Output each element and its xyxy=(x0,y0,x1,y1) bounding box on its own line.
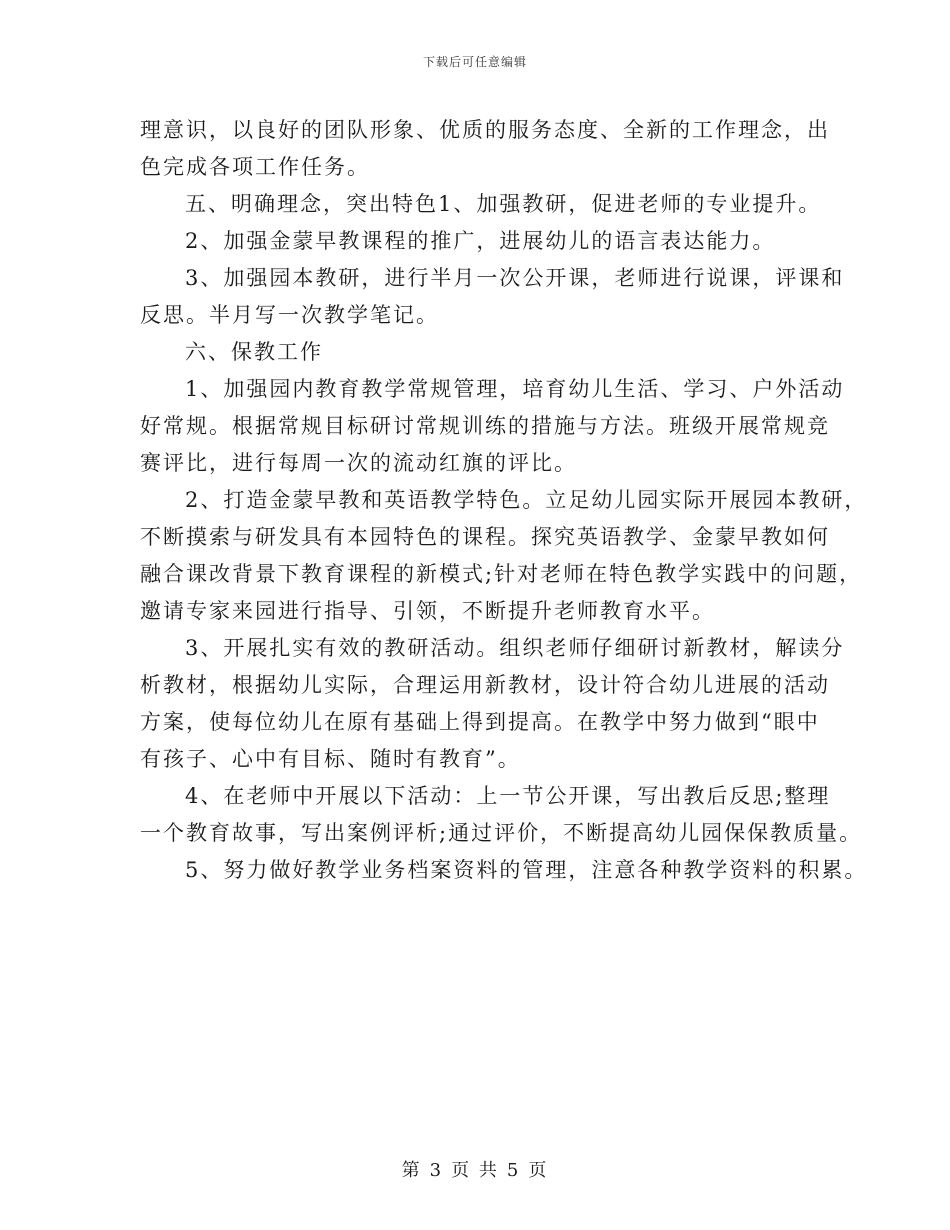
text-line: 3、开展扎实有效的教研活动。组织老师仔细研讨新教材，解读分 xyxy=(185,636,845,660)
text-line: 5、努力做好教学业务档案资料的管理，注意各种教学资料的积累。 xyxy=(185,858,868,882)
text-line: 2、打造金蒙早教和英语教学特色。立足幼儿园实际开展园本教研， xyxy=(185,488,868,512)
page-footer xyxy=(0,1156,950,1182)
page-header: 下载后可任意编辑 xyxy=(422,55,527,69)
section-heading-6: 六、保教工作 xyxy=(185,340,323,364)
text-line: 析教材，根据幼儿实际，合理运用新教材，设计符合幼儿进展的活动 xyxy=(140,673,830,697)
text-line: 2、加强金蒙早教课程的推广，进展幼儿的语言表达能力。 xyxy=(185,229,776,253)
text-line: 4、在老师中开展以下活动：上一节公开课，写出教后反思;整理 xyxy=(185,784,831,808)
footer-middle: 页 共 xyxy=(451,1160,499,1181)
text-line: 好常规。根据常规目标研讨常规训练的措施与方法。班级开展常规竞 xyxy=(140,414,830,438)
text-line: 有孩子、心中有目标、随时有教育”。 xyxy=(140,747,521,771)
total-page-number: 5 xyxy=(506,1160,521,1181)
text-line: 反思。半月写一次教学笔记。 xyxy=(140,303,439,327)
text-line: 理意识，以良好的团队形象、优质的服务态度、全新的工作理念，出 xyxy=(140,118,830,142)
section-heading-5: 五、明确理念，突出特色1、加强教研，促进老师的专业提升。 xyxy=(185,192,822,216)
text-line: 邀请专家来园进行指导、引领，不断提升老师教育水平。 xyxy=(140,599,715,623)
text-line: 赛评比，进行每周一次的流动红旗的评比。 xyxy=(140,451,577,475)
text-line: 方案，使每位幼儿在原有基础上得到提高。在教学中努力做到“眼中 xyxy=(140,710,820,734)
document-body xyxy=(140,112,868,889)
current-page-number: 3 xyxy=(429,1160,444,1181)
text-line: 融合课改背景下教育课程的新模式;针对老师在特色教学实践中的问题， xyxy=(140,562,863,586)
footer-suffix: 页 xyxy=(528,1160,549,1181)
text-line: 不断摸索与研发具有本园特色的课程。探究英语教学、金蒙早教如何 xyxy=(140,525,830,549)
text-line: 3、加强园本教研，进行半月一次公开课，老师进行说课，评课和 xyxy=(185,266,845,290)
text-line: 色完成各项工作任务。 xyxy=(140,155,370,179)
footer-prefix: 第 xyxy=(401,1160,422,1181)
text-line: 一个教育故事，写出案例评析;通过评价，不断提高幼儿园保保教质量。 xyxy=(140,821,863,845)
text-line: 1、加强园内教育教学常规管理，培育幼儿生活、学习、户外活动 xyxy=(185,377,845,401)
